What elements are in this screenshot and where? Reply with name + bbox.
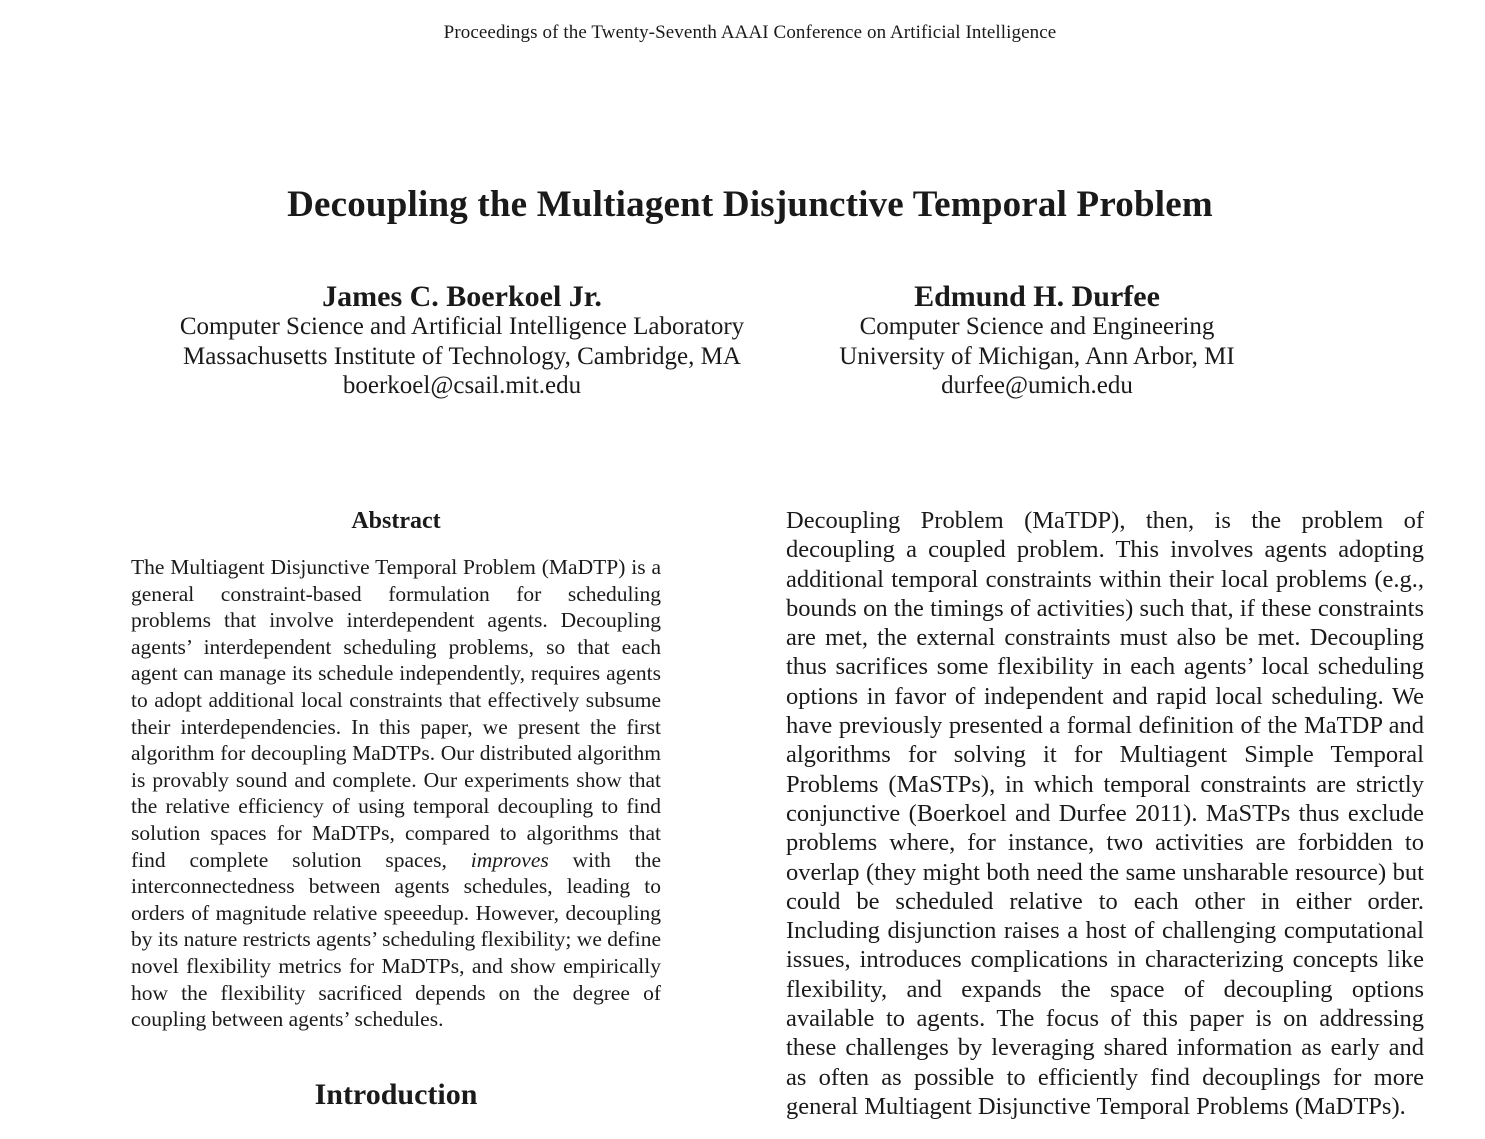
author-affiliation: Computer Science and Artificial Intelligence Laboratory [179,313,745,340]
author-name: James C. Boerkoel Jr. [322,280,602,313]
author-institution: Massachusetts Institute of Technology, Cambridge, MA [183,342,741,370]
abstract-heading: Abstract [351,508,441,534]
abstract-emphasis: improves [470,847,549,872]
proceedings-header: Proceedings of the Twenty-Seventh AAAI Conference on Artificial Intelligence [443,22,1057,43]
author-institution: University of Michigan, Ann Arbor, MI [839,342,1235,370]
author-affiliation: Computer Science and Engineering [859,313,1215,340]
left-column [131,505,661,1113]
introduction-text: Decoupling Problem (MaTDP), then, is the problem of decoupling a coupled problem. This involves agents adopting additional temporal constraints within their local problems (e.g., bounds on the timings of activities) such that, if these constraints are met, the external constraints must also be met. Decoupling thus sacrifices some flexibility in each agents’ local scheduling options in favor of independent and rapid local scheduling. We have previously presented a formal definition of the MaTDP and algorithms for solving it for Multiagent Simple Temporal Problems (MaSTPs), in which temporal constraints are strictly conjunctive (Boerkoel and Durfee 2011). MaSTPs thus exclude problems where, for instance, two activities are forbidden to overlap (they might both need the same unsharable resource) but could be scheduled relative to each other in either order. Including disjunction raises a host of challenging computational issues, introduces complications in characterizing concepts like flexibility, and expands the space of decoupling options available to agents. The focus of this paper is on addressing these challenges by leveraging shared information as early and as often as possible to efficiently find decouplings for more general Multiagent Disjunctive Temporal Problems (MaDTPs). [786,507,1424,1120]
right-column [786,506,1424,1121]
introduction-heading: Introduction [314,1077,478,1111]
abstract-text-part-1: The Multiagent Disjunctive Temporal Problem (MaDTP) is a general constraint-based formulation for scheduling problems that involve interdependent agents. Decoupling agents’ interdependent scheduling problems, so that each agent can manage its schedule independently, requires agents to adopt additional local constraints that effectively subsume their interdependencies. In this paper, we present the first algorithm for decoupling MaDTPs. Our distributed algorithm is provably sound and complete. Our experiments show that the relative efficiency of using temporal decoupling to find solution spaces for MaDTPs, compared to algorithms that find complete solution spaces, [131,555,661,872]
author-block-durfee [806,280,1268,401]
paper-title: Decoupling the Multiagent Disjunctive Temporal Problem [287,184,1213,225]
author-name: Edmund H. Durfee [914,280,1160,313]
author-email: boerkoel@csail.mit.edu [342,372,582,399]
author-email: durfee@umich.edu [941,372,1133,399]
abstract-text-part-2: with the interconnectedness between agents schedules, leading to orders of magnitude relative speeedup. However, decoupling by its nature restricts agents’ scheduling flexibility; we define novel flexibility metrics for MaDTPs, and show empirically how the flexibility sacrificed depends on the degree of coupling between agents’ schedules. [131,847,661,1032]
abstract-text [131,554,661,1033]
author-block-boerkoel [150,280,774,401]
